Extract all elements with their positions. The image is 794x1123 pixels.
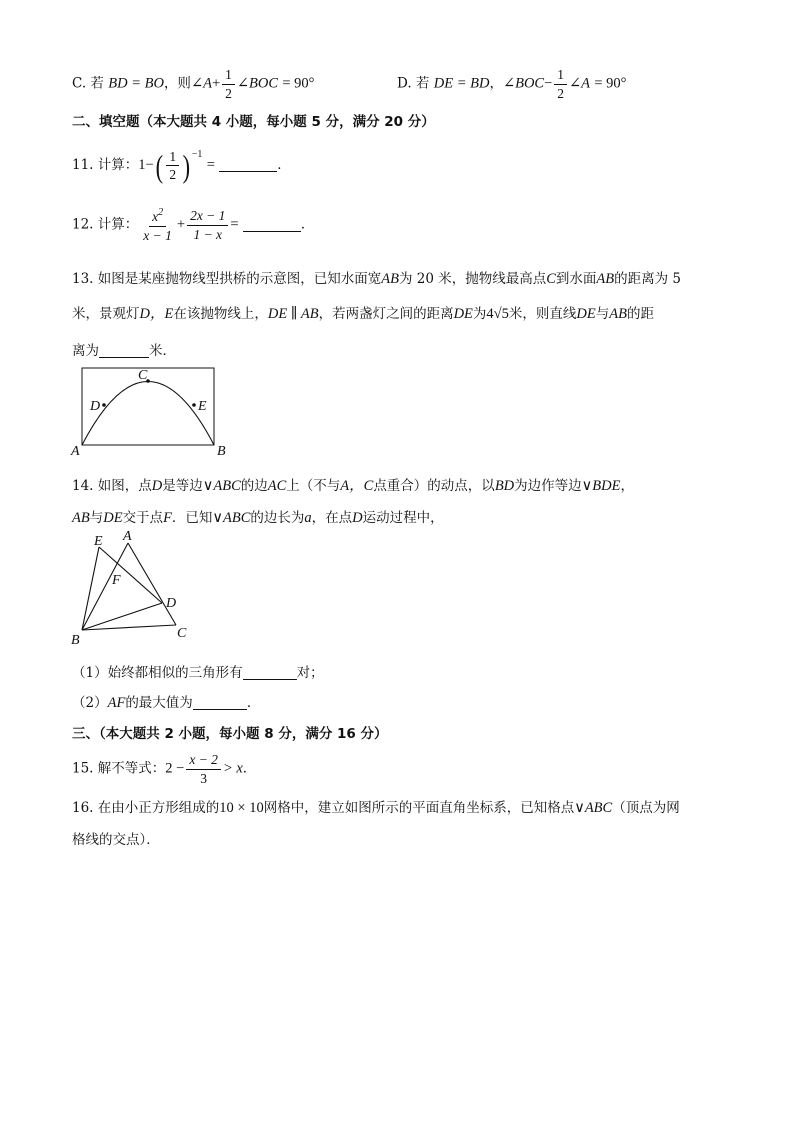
section-2-title: 二、填空题（本大题共 4 小题，每小题 5 分，满分 20 分）	[72, 114, 435, 130]
label-e: E	[198, 399, 207, 414]
label-b: B	[71, 633, 80, 648]
question-15: 15. 解不等式：2 − $\frac{x - 2}{3}$ > x．	[72, 752, 257, 786]
segment-be	[82, 547, 99, 630]
answer-blank[interactable]	[243, 665, 297, 680]
condition: BD = BO	[108, 75, 164, 92]
label-c: C	[138, 368, 148, 383]
fraction: $\frac{1}{2}$	[222, 68, 235, 100]
label-d: D	[166, 596, 177, 611]
question-13-line-1: 13. 如图是某座抛物线型拱桥的示意图，已知水面宽AB为 20 米，抛物线最高点C到水面AB的距离为 5	[72, 271, 682, 287]
question-14-line-2: AB与DE交于点F．已知∨ABC的边长为a，在点D运动过程中，	[72, 510, 444, 526]
condition: DE = BD	[433, 75, 490, 92]
fraction: $\frac{x - 2}{3}$	[186, 753, 221, 785]
question-14-line-1: 14. 如图，点D是等边∨ABC的边AC上（不与A，C点重合）的动点，以BD为边作等边∨BDE，	[72, 478, 634, 494]
question-13-line-2: 米，景观灯D，E在该抛物线上，DE ∥ AB，若两盏灯之间的距离DE为4√5米，则直线DE与AB的距	[72, 306, 654, 322]
segment-ed	[99, 547, 162, 603]
point-d	[102, 403, 106, 407]
fraction: $\frac{2x - 1}{1 - x}$	[187, 209, 228, 241]
question-11: 11. 计算：1−( $\frac{1}{2}$ ) $^{-1}$ = ．	[72, 147, 291, 184]
label-f: F	[112, 573, 121, 588]
fraction: $\frac{x^2}{x - 1}$	[143, 207, 172, 243]
question-13-line-3: 离为 米．	[72, 343, 176, 359]
label-b: B	[217, 444, 226, 458]
answer-blank[interactable]	[99, 343, 149, 358]
question-14-sub-2: （2）AF的最大值为 ．	[72, 695, 261, 711]
question-16-line-2: 格线的交点）．	[72, 832, 160, 848]
q10-option-d: D. 若 DE = BD，∠BOC− $\frac{1}{2}$ ∠A = 90°	[397, 67, 627, 101]
question-14-sub-1: （1）始终都相似的三角形有 对；	[72, 665, 324, 681]
label-a: A	[123, 529, 132, 544]
section-3-title: 三、（本大题共 2 小题，每小题 8 分，满分 16 分）	[72, 726, 388, 742]
point-e	[192, 403, 196, 407]
label-c: C	[177, 626, 187, 641]
label-e: E	[94, 534, 103, 549]
answer-blank[interactable]	[243, 217, 301, 232]
segment-ac	[128, 543, 176, 625]
label-a: A	[71, 444, 80, 458]
question-12: 12. 计算： $\frac{x^2}{x - 1}$ + $\frac{2x - 1}{1 - x}$ = ．	[72, 207, 315, 243]
fraction: $\frac{1}{2}$	[554, 68, 567, 100]
question-16-line-1: 16. 在由小正方形组成的10 × 10网格中，建立如图所示的平面直角坐标系，已知格点∨ABC（顶点为网	[72, 800, 680, 816]
parabola-arch	[82, 382, 214, 446]
fraction: $\frac{1}{2}$	[166, 150, 179, 182]
label-d: D	[90, 399, 101, 414]
answer-blank[interactable]	[193, 695, 247, 710]
answer-blank[interactable]	[219, 157, 277, 172]
q10-option-c: C. 若 BD = BO，则∠A+ $\frac{1}{2}$ ∠BOC = 90°	[72, 67, 315, 101]
arch-bridge-figure	[66, 362, 226, 458]
equilateral-triangles-figure	[66, 528, 206, 648]
